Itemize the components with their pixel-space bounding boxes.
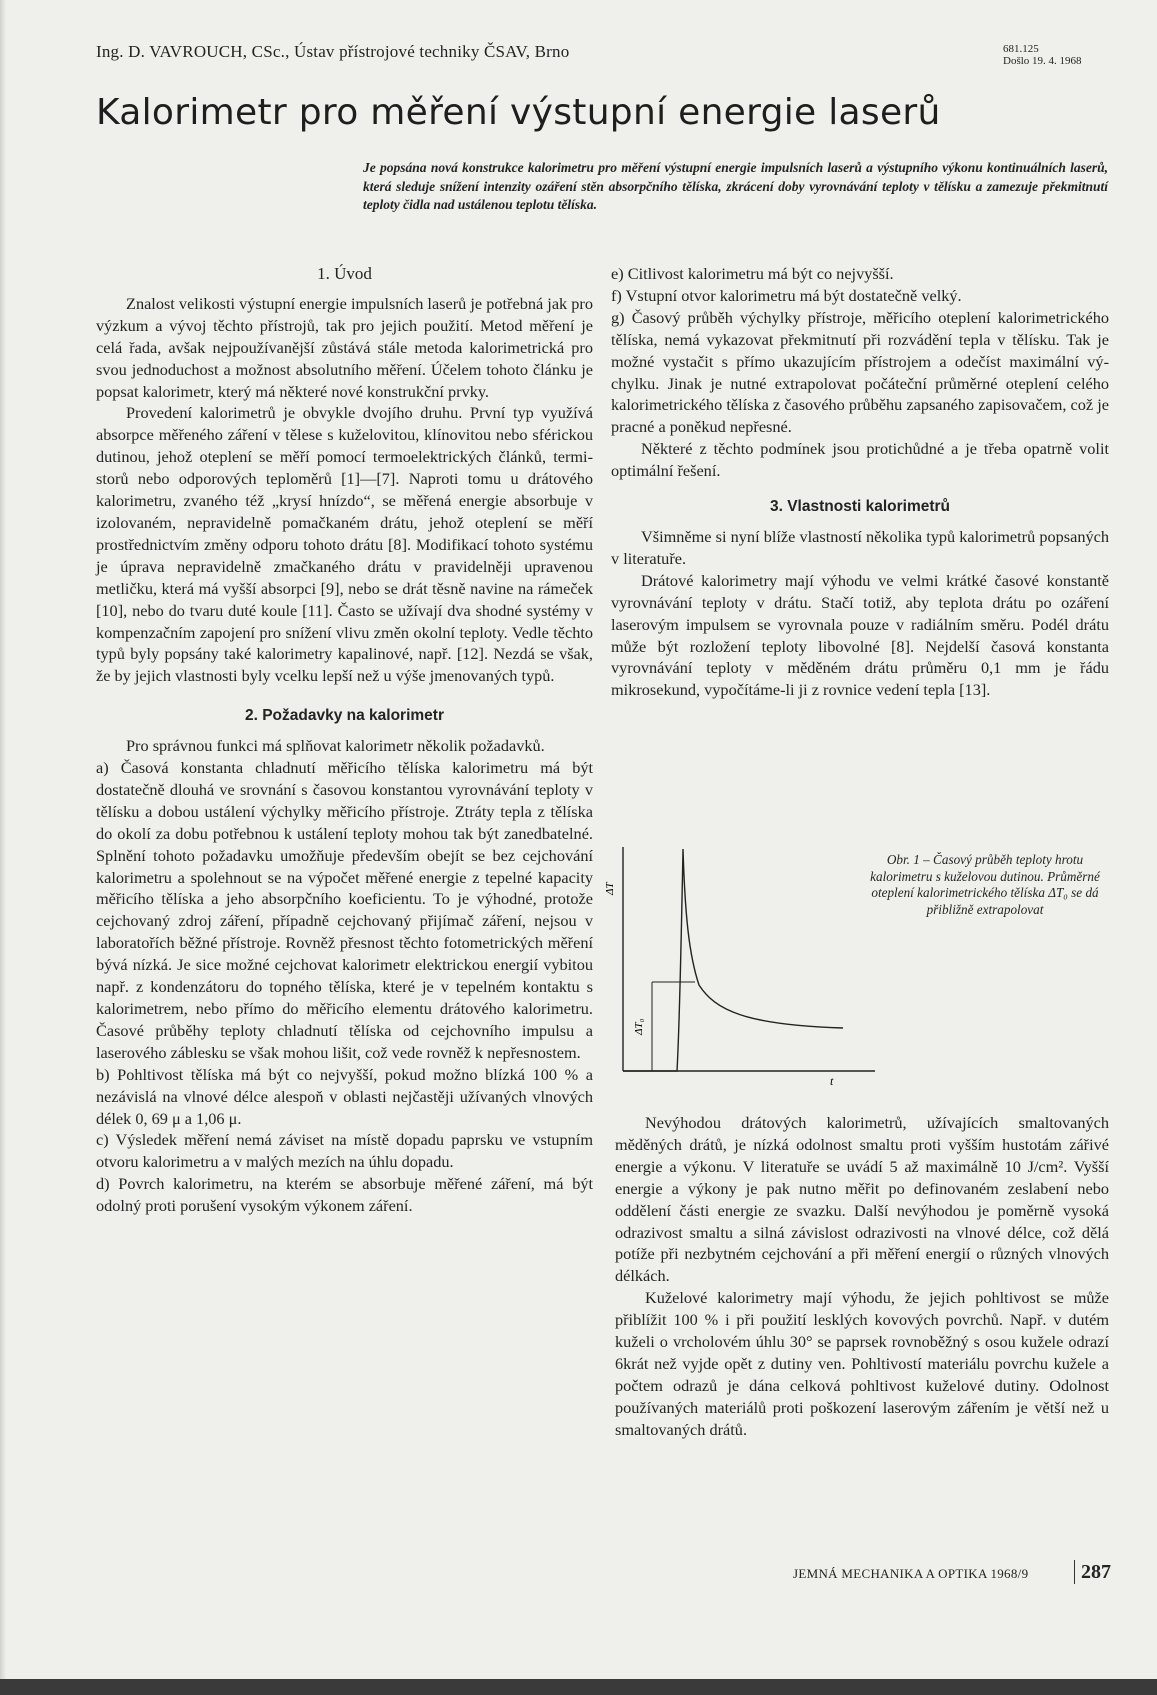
properties-paragraph-2: Drátové kalorimetry mají výhodu ve velmi krátké časové konstantě vyrovnávání teploty v drátu. Stačí totiž, aby teplota drátu po ozáření laserovým impulsem se vyrovnala pouze v radiálním směru. Podél drátu může být rozložení teploty libovolné [8]. Nejdelší časová konstanta vyrovnávání teploty v měděném drátu průměru 0,1 mm je řádu mikrosekund, vypočítáme-li ji z rovnice vedení tepla [13]. xyxy=(611,570,1109,700)
properties-paragraph-1: Všimněme si nyní blíže vlastností několika typů kalorimetrů popsaných v literatuře. xyxy=(611,526,1109,568)
properties-paragraph-4: Kuželové kalorimetry mají výhodu, že jejich pohltivost se může přiblížit 100 % i při použití lesklých kovových povrchů. Např. v dutém kuželi o vrcholovém úhlu 30° se paprsek rovnoběžný s osou kužele odrazí 6krát než vyjde opět z dutiny ven. Pohltivostí materiálu povrchu kužele a počtem odrazů je dána celková pohltivost kuželové dutiny. Odolnost používaných materiálů proti poškození laserovým zářením je větší než u smaltovaných drátů. xyxy=(615,1288,1109,1439)
page-number: 287 xyxy=(1081,1561,1111,1583)
section-heading-properties: 3. Vlastnosti kalorimetrů xyxy=(769,498,951,516)
requirements-paragraph-1: Pro správnou funkci má splňovat kalorimetr několik požadavků. xyxy=(126,736,545,756)
scan-edge xyxy=(0,0,6,1695)
scan-bottom-band xyxy=(0,1679,1157,1695)
properties-paragraph-3: Nevýhodou drátových kalorimetrů, užívajících smaltovaných měděných drátů, je nízká odolnost smaltu proti vyšším hustotám zářivé energie a výkonu. V literatuře se uvádí 5 až maximálně 10 J/cm². Vyšší energie a výkony je pak nutno měřit po definovaném zeslabení nebo oddělení části energie ze svazku. Další nevýhodou je poměrně vysoká odrazivost smaltu a silná závislost odrazivosti na vlnové délce, což dělá potíže při nezbytném cejchování a při měření energií o různých vlnových délkách. xyxy=(615,1113,1109,1286)
requirement-g: g) Časový průběh výchylky přístroje, měřicího oteplení kalorimetrického tělíska, nemá vykazovat překmitnutí při rozvádění tepla v tělísku. Tak je možné vystačit s přímo ukazujícím přístrojem a odečíst maximální výchylku. Jinak je nutné extrapolovat počáteční průměrné oteplení celého kalorimetrického tělíska z časového průběhu zapsaného zapisovačem, což je pracné a poněkud nepřesné. xyxy=(611,307,1109,437)
requirement-d: d) Povrch kalorimetru, na kterém se absorbuje měřené záření, má být odolný proti porušení vysokým výkonem záření. xyxy=(96,1174,593,1216)
dT0-label: ΔT₀ xyxy=(633,1018,645,1035)
right-column-top xyxy=(611,263,1109,701)
right-column-bottom xyxy=(615,1112,1109,1441)
footer-divider xyxy=(1074,1560,1075,1584)
udc-code xyxy=(1003,43,1082,67)
article-title: Kalorimetr pro měření výstupní energie laserů xyxy=(96,92,941,133)
requirement-c: c) Výsledek měření nemá záviset na místě dopadu paprsku ve vstupním otvoru kalorimetru a v malých mezích na úhlu dopadu. xyxy=(96,1130,593,1172)
left-column xyxy=(96,263,593,1217)
section-heading-requirements: 2. Požadavky na kalorimetr xyxy=(244,707,444,725)
requirement-b: b) Pohltivost tělíska má být co nejvyšší, pokud možno blízká 100 % a nezávislá na vlnové délce alespoň v oblasti nejčastěji užívaných vlnových délek 0, 69 μ a 1,06 μ. xyxy=(96,1064,593,1128)
x-axis-label: t xyxy=(830,1074,834,1088)
requirement-a: a) Časová konstanta chladnutí měřicího tělíska kalorimetru má být dostatečně dlouhá ve srovnání s časovou konstantou vyrovnávání teploty v tělísku a dobou ustálení výchylky měřicího přístroje. Ztráty tepla z tělíska do okolí za dobu potřebnou k ustálení teploty mohou tak být zanedbatelné. Splnění tohoto požadavku umožňuje především obejít se bez cejchování kalorimetru a spolehnout se na výpočet měřené energie z tepelné kapacity měřicího tělíska a jeho absorpčního koeficientu. To je výhodné, protože cejchovaný zdroj záření, případně cejchovaný přijímač záření, nejsou v laboratořích běžné přístroje. Rovněž přesnost těchto fotometrických měření bývá nízká. Je sice možné cejchovat kalorimetr elektrickou energií vybitou např. z kondenzátoru do topného tělíska, které je v tepelném kontaktu s kalorimetrem, nebo přímo do měřicího elementu drátového kalorimetru. Časové průběhy teploty chladnutí tělíska od cejchovního impulsu a laserového záblesku se však mohou lišit, což vede rovněž k nepřesnostem. xyxy=(96,758,593,1062)
journal-name: JEMNÁ MECHANIKA A OPTIKA 1968/9 xyxy=(793,1566,1029,1581)
figure-1-temperature-curve xyxy=(604,835,885,1090)
received-date: Došlo 19. 4. 1968 xyxy=(1003,55,1082,67)
temperature-curve xyxy=(623,849,843,1071)
udc-number: 681.125 xyxy=(1003,43,1039,55)
figure-1-caption: Obr. 1 – Časový průběh teploty hrotu kalorimetru s kuželovou dutinou. Průměrné oteplení kalorimetrického tělíska ΔT₀ se dá přibližně extrapolovat xyxy=(870,852,1100,917)
author-line: Ing. D. VAVROUCH, CSc., Ústav přístrojové techniky ČSAV, Brno xyxy=(96,42,570,61)
abstract: Je popsána nová konstrukce kalorimetru pro měření výstupní energie impulsních laserů a výstupního výkonu kontinuálních laserů, která sleduje snížení intenzity ozáření stěn absorpčního tělíska, zkrácení doby vyrovnávání teploty v tělísku a zamezuje překmitnutí teploty čidla nad ustálenou teplotu tělíska. xyxy=(363,160,1108,212)
intro-paragraph-2: Provedení kalorimetrů je obvykle dvojího druhu. První typ využívá absorpce měřeného záření v tělese s kuželovitou, klínovitou nebo sférickou dutinou, jehož oteplení se měří pomocí termoelektrických článků, termistorů nebo odporových teploměrů [1]—[7]. Naproti tomu u drátového kalorimetru, zvaného též „krysí hnízdo“, se měřená energie absorbuje v izolovaném, nepravidelně pomačkaném drátu, jehož oteplení se měří prostřednictvím změny odporu tohoto drátu [8]. Modifikací tohoto systému je úprava nepravidelně zmačkaného drátu v pravidelněji upravenou metličku, která má vyšší absorpci [9], nebo se drát těsně navine na rámeček [10], nebo do tvaru duté koule [11]. Často se užívají dva shodné systémy v kompenzačním zapojení pro snížení vlivu změn okolní teploty. Vedle těchto typů byly popsány také kalorimetry kapalinové, např. [12]. Nezdá se však, že by jejich vlastnosti byly vcelku lepší než u výše jmenovaných typů. xyxy=(96,403,593,686)
requirements-conclusion: Některé z těchto podmínek jsou protichůdné a je třeba opatrně volit optimální řešení. xyxy=(611,439,1109,481)
section-heading-intro: 1. Úvod xyxy=(317,264,372,283)
requirement-e: e) Citlivost kalorimetru má být co nejvyšší. xyxy=(611,264,894,283)
intro-paragraph-1: Znalost velikosti výstupní energie impulsních laserů je potřebná jak pro výzkum a vývoj těchto přístrojů, tak pro jejich použití. Metod měření je celá řada, avšak nejpoužívanější zůstává stále metoda kalorimetrická pro svou jednoduchost a možnost absolutního měření. Účelem tohoto článku je popsat kalorimetr, který má některé nové konstrukční prvky. xyxy=(96,293,593,401)
y-axis-label: ΔT xyxy=(604,882,616,895)
requirement-f: f) Vstupní otvor kalorimetru má být dostatečně velký. xyxy=(611,285,962,305)
